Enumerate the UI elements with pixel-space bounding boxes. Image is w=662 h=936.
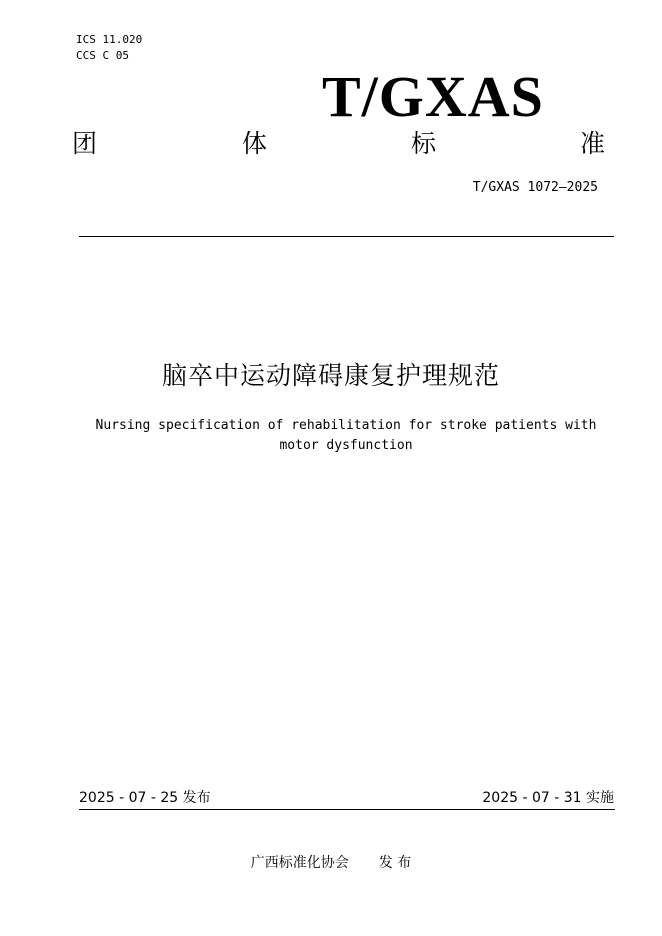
standard-logo: T/GXAS — [322, 64, 544, 129]
english-title-line: motor dysfunction — [279, 438, 413, 453]
ics-code: ICS 11.020 — [76, 33, 143, 46]
standard-type-char: 标 — [411, 129, 437, 158]
issue-date: 2025 - 07 - 25 发布 — [79, 790, 211, 806]
publisher-line — [0, 853, 662, 873]
standard-type-heading — [72, 128, 612, 160]
standard-type-char: 准 — [580, 129, 606, 158]
ccs-code: CCS C 05 — [76, 49, 129, 62]
document-title-chinese: 脑卒中运动障碍康复护理规范 — [161, 361, 500, 390]
standard-type-char: 体 — [242, 129, 268, 158]
document-title-english — [80, 416, 612, 456]
standard-type-char: 团 — [72, 129, 98, 158]
standard-number: T/GXAS 1072—2025 — [472, 180, 598, 195]
implementation-date: 2025 - 07 - 31 实施 — [482, 790, 614, 806]
publish-action: 发 布 — [378, 855, 412, 871]
bottom-divider — [79, 809, 615, 810]
publisher-name: 广西标准化协会 — [250, 855, 349, 871]
english-title-line: Nursing specification of rehabilitation for stroke patients with — [95, 418, 597, 433]
top-divider — [79, 236, 614, 237]
